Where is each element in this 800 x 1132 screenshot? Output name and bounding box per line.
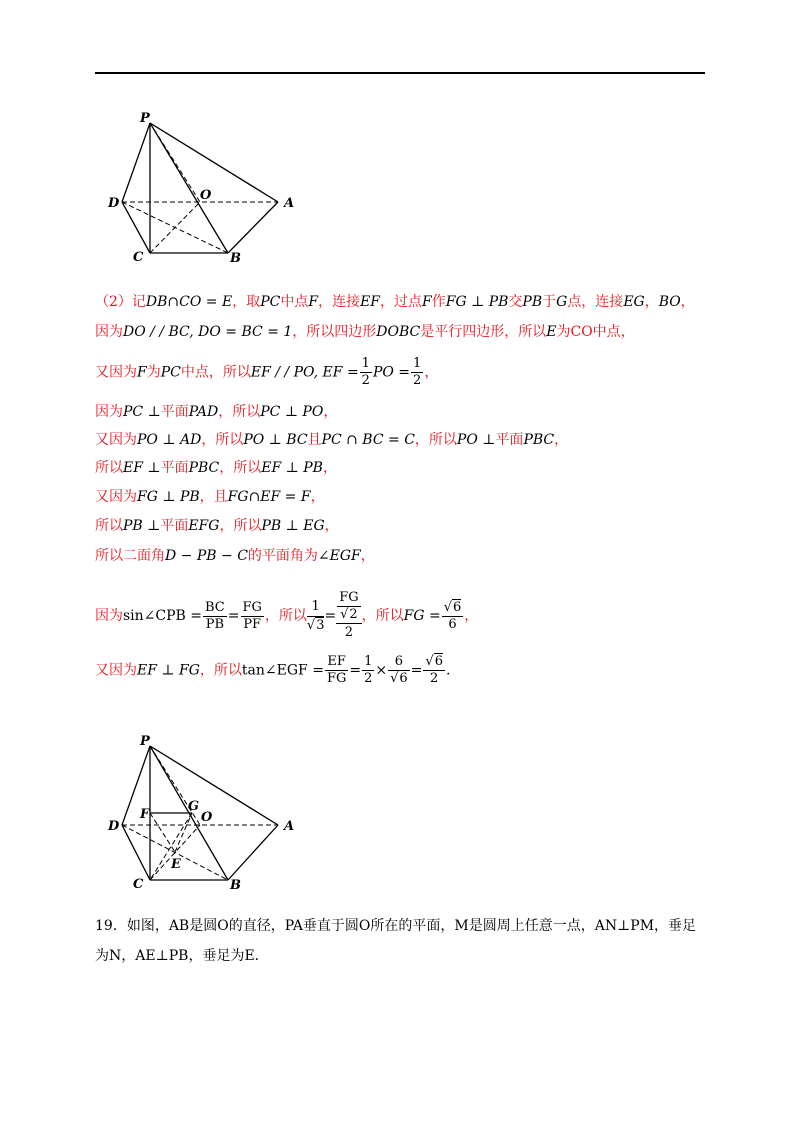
fraction: $\frac{√6}{6}$: [443, 599, 462, 632]
text: 又因为: [95, 662, 137, 679]
fraction: $\frac{√6}{2}$: [425, 654, 443, 686]
text: ，: [310, 489, 325, 505]
text: 平面: [160, 404, 189, 420]
text: 所以: [95, 518, 123, 534]
text: ，: [680, 294, 695, 310]
math: FG ⊥ PB: [445, 294, 509, 310]
label-A: A: [284, 819, 295, 834]
text: 所以二面角: [95, 548, 165, 564]
solution-line-8: [95, 516, 339, 536]
math: .: [445, 662, 451, 679]
text: 因为: [95, 404, 123, 420]
math: D − PB − C: [165, 548, 248, 564]
label-C: C: [133, 877, 144, 892]
label-P: P: [140, 734, 150, 749]
math: F: [137, 364, 147, 381]
label-P: P: [140, 111, 150, 126]
math: DB∩CO = E: [145, 294, 233, 310]
edge-BA: [228, 825, 278, 880]
fraction: $\frac{6}{√6}$: [390, 654, 408, 686]
math: PO ⊥: [456, 432, 496, 448]
text: ，所以: [414, 432, 457, 448]
fraction: $\frac{1}{2}$: [413, 356, 422, 388]
math: tan∠EGF =: [241, 662, 324, 679]
text: ，过点: [380, 294, 423, 310]
math: EF ⊥: [123, 460, 161, 476]
text: ，取: [232, 294, 261, 310]
text: ，所以: [264, 608, 307, 624]
edge-PB: [150, 123, 228, 253]
text: 又因为: [95, 489, 137, 505]
edge-PD: [122, 123, 150, 202]
edge-FE-dashed: [150, 813, 175, 852]
math: PB ⊥ EG: [261, 518, 325, 534]
math: FG∩EF = F: [227, 489, 311, 505]
text: 是平行四边形，所以: [420, 324, 547, 340]
nested-fraction-left: $\frac{1}{√3}$: [306, 598, 325, 633]
text: ，所以: [219, 518, 262, 534]
pyramid-figure-2: [100, 728, 310, 897]
text: ，所以: [219, 460, 262, 476]
text: 平面: [160, 518, 189, 534]
math: =: [410, 662, 423, 679]
text: 平面: [160, 460, 189, 476]
text: 为: [146, 364, 161, 381]
label-D: D: [108, 819, 120, 834]
math: PC ∩ BC = C: [321, 432, 415, 448]
text: ，: [424, 364, 439, 381]
fraction: $\frac{FG}{PF}$: [242, 599, 262, 632]
text: ，所以四边形: [292, 324, 377, 340]
text: 又因为: [95, 432, 137, 448]
edge-PA: [150, 123, 278, 202]
text: ，: [324, 518, 339, 534]
fraction: $\frac{1}{2}$: [364, 654, 373, 686]
math: sin∠CPB =: [123, 608, 203, 624]
nested-fraction-right: FG √2 2: [336, 590, 361, 642]
math: DOBC: [376, 324, 421, 340]
solution-line-6: [95, 458, 337, 478]
text: 的平面角为: [247, 548, 318, 564]
label-O: O: [200, 188, 212, 203]
math: PO ⊥ AD: [137, 432, 202, 448]
solution-line-9: [95, 546, 375, 566]
math: EF ⊥ PB: [261, 460, 323, 476]
edge-BA: [228, 202, 278, 253]
label-E: E: [171, 857, 181, 872]
label-C: C: [133, 250, 144, 265]
text: ，: [464, 608, 479, 624]
text: 于: [542, 294, 557, 310]
solution-line-4: [95, 402, 337, 422]
text: 点，连接: [567, 294, 624, 310]
math: ∠EGF: [317, 548, 361, 564]
question-19-line-1: 19．如图，AB是圆O的直径，PA垂直于圆O所在的平面，M是圆周上任意一点，AN⊥PM，垂足: [95, 918, 697, 934]
math: FG =: [403, 608, 441, 624]
label-D: D: [108, 196, 120, 211]
text: 作: [431, 294, 446, 310]
math: E: [546, 324, 557, 340]
math: EF: [360, 294, 381, 310]
text: 中点，所以: [180, 364, 251, 381]
fraction: $\frac{1}{2}$: [361, 356, 370, 388]
math: F: [422, 294, 432, 310]
math: PC: [260, 294, 281, 310]
math: FG ⊥ PB: [137, 489, 200, 505]
math: PO =: [372, 364, 411, 381]
text: ，: [554, 432, 569, 448]
math: PB ⊥: [123, 518, 161, 534]
text: 平面: [495, 432, 524, 448]
solution-line-11: [95, 654, 450, 687]
solution-line-3: [95, 356, 438, 389]
math: EF ⊥ FG: [137, 662, 200, 679]
math: PC: [160, 364, 181, 381]
math: PBC: [523, 432, 555, 448]
solution-line-2: [95, 322, 635, 342]
math: PB: [522, 294, 543, 310]
text: ，: [360, 548, 375, 564]
text: ，: [322, 460, 337, 476]
text: ，连接: [318, 294, 361, 310]
text: ，所以: [199, 662, 242, 679]
math: PC ⊥: [123, 404, 161, 420]
math: PBC: [188, 460, 220, 476]
text: 因为: [95, 608, 123, 624]
math: =: [349, 662, 362, 679]
edge-DC: [122, 202, 150, 253]
pyramid-figure-1: [100, 105, 310, 274]
solution-line-5: [95, 430, 568, 450]
text: ，: [644, 294, 659, 310]
edge-DC: [122, 825, 150, 880]
math: EFG: [188, 518, 220, 534]
fraction: $\frac{BC}{PB}$: [205, 599, 225, 632]
text: 中点: [280, 294, 309, 310]
solution-line-1: [95, 292, 695, 312]
text: ，所以: [218, 404, 261, 420]
math: ×: [375, 662, 388, 679]
text: （2）记: [95, 294, 146, 310]
text: ，所以: [361, 608, 404, 624]
text: 又因为: [95, 364, 137, 381]
label-B: B: [230, 878, 241, 893]
math: =: [227, 608, 240, 624]
math: =: [324, 608, 337, 624]
solution-line-10: [95, 590, 478, 642]
math: PO ⊥ BC: [243, 432, 308, 448]
label-A: A: [284, 196, 295, 211]
header-rule: [95, 72, 705, 74]
math: G: [556, 294, 568, 310]
text: 且: [307, 432, 322, 448]
label-G: G: [188, 799, 200, 814]
label-B: B: [230, 251, 241, 266]
label-F: F: [140, 807, 150, 822]
fraction: $\frac{EF}{FG}$: [326, 654, 347, 686]
question-19-line-2: 为N，AE⊥PB，垂足为E．: [95, 948, 269, 964]
math: DO / / BC, DO = BC = 1: [123, 324, 293, 340]
label-O: O: [201, 810, 213, 825]
math: EF / / PO, EF =: [250, 364, 359, 381]
solution-line-7: [95, 487, 325, 507]
text: 因为: [95, 324, 123, 340]
edge-EG-dashed: [175, 813, 192, 852]
text: 为CO中点，: [556, 324, 635, 340]
edge-CO-dashed: [150, 202, 200, 253]
math: F: [308, 294, 319, 310]
pyramid-diagram-1: [100, 105, 310, 270]
math: EG: [623, 294, 645, 310]
text: ，: [323, 404, 338, 420]
text: 交: [508, 294, 523, 310]
math: PAD: [188, 404, 219, 420]
pyramid-diagram-2: [100, 728, 310, 893]
math: PC ⊥ PO: [260, 404, 324, 420]
math: BO: [658, 294, 681, 310]
text: ，所以: [201, 432, 244, 448]
text: ，且: [199, 489, 228, 505]
text: 所以: [95, 460, 123, 476]
